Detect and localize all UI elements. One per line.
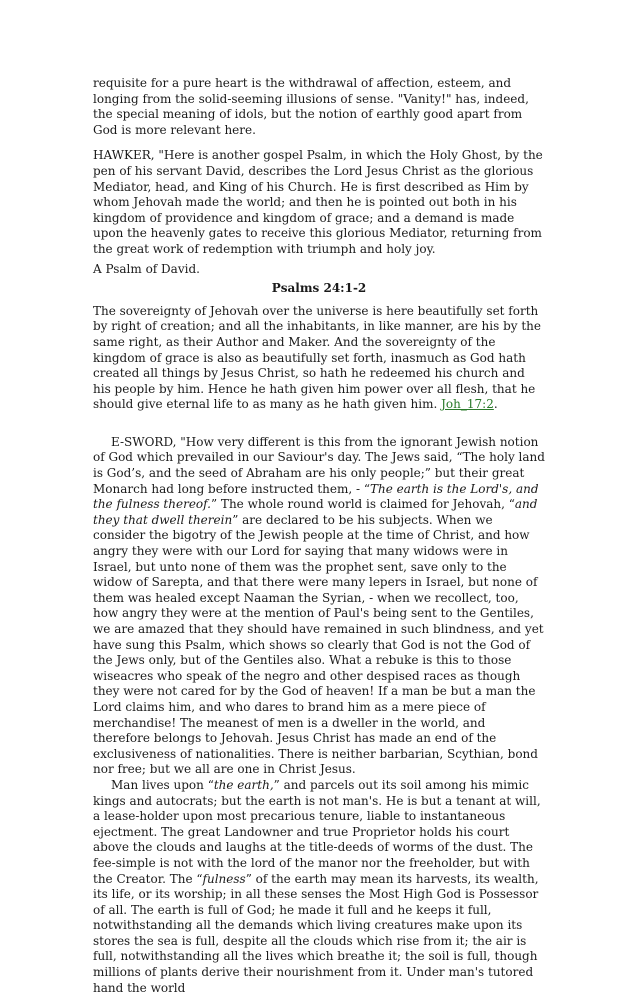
esword-quote-2: and they that dwell therein [93, 497, 538, 527]
man-quote-1: the earth, [213, 777, 274, 792]
paragraph-esword [93, 435, 545, 778]
esword-quote-1: The earth is the Lord's, and the fulness thereof. [93, 481, 539, 512]
document-page [93, 76, 545, 996]
sovereignty-text: The sovereignty of Jehovah over the universe is here beautifully set forth by right of creation; and all the inhabitants, in like manner, are his by the same right, as their Author and Maker. And the sovereignty of the kingdom of grace is also as beautifully set forth, inasmuch as God hath created all things by Jesus Christ, so hath he redeemed his church and his people by him. Hence he hath given him power over all flesh, that he should give eternal life to as many as he hath given him. [93, 303, 541, 412]
man-text-b: ” and parcels out its soil among his mimic kings and autocrats; but the earth is not man's. He is but a tenant at will, a lease-holder upon most precarious tenure, liable to instantaneous ejectment. The great Landowner and true Proprietor holds his court above the clouds and laughs at the title-deeds of worms of the dust. The fee-simple is not with the lord of the manor nor the freeholder, but with the Creator. The “ [93, 777, 541, 886]
esword-text-c: ” are declared to be his subjects. When we consider the bigotry of the Jewish people at the time of Christ, and how angry they were with our Lord for saying that many widows were in Israel, but unto none of them was the prophet sent, save only to the widow of Sarepta, and that there were many lepers in Israel, but none of them was healed except Naaman the Syrian, - when we recollect, too, how angry they were at the mention of Paul's being sent to the Gentiles, we are amazed that they should have remained in such blindness, and yet have sung this Psalm, which shows so clearly that God is not the God of the Jews only, but of the Gentiles also. What a rebuke is this to those wiseacres who speak of the negro and other despised races as though they were not cared for by the God of heaven! If a man be but a man the Lord claims him, and who dares to brand him as a mere piece of merchandise! The meanest of men is a dweller in the world, and therefore belongs to Jehovah. Jesus Christ has made an end of the exclusiveness of nationalities. There is neither barbarian, Scythian, bond nor free; but we all are one in Christ Jesus. [93, 512, 544, 777]
man-text-c: ” of the earth may mean its harvests, its wealth, its life, or its worship; in all these senses the Most High God is Possessor of all. The earth is full of God; he made it full and he keeps it full, notwithstanding all the demands which living creatures make upon its stores the sea is full, despite all the clouds which rise from it; the air is full, notwithstanding all the lives which breathe it; the soil is full, though millions of plants derive their nourishment from it. Under man's tutored hand the world [93, 871, 539, 995]
paragraph-intro: requisite for a pure heart is the withdrawal of affection, esteem, and longing from the solid-seeming illusions of sense. "Vanity!" has, indeed, the special meaning of idols, but the notion of earthly good apart from God is more relevant here. [93, 76, 529, 137]
esword-text-a: E-SWORD, "How very different is this from the ignorant Jewish notion of God which prevailed in our Saviour's day. The Jews said, “The holy land is God’s, and the seed of Abraham are his only people;” but their great Monarch had long before instructed them, - “ [93, 434, 545, 496]
man-text-a: Man lives upon “ [111, 777, 214, 792]
sovereignty-end: . [493, 397, 498, 412]
paragraph-man-lives [93, 778, 545, 996]
scripture-link[interactable]: Joh_17:2 [441, 397, 494, 412]
man-quote-2: fulness [202, 871, 246, 886]
section-heading: Psalms 24:1-2 [271, 281, 367, 296]
paragraph-psalm-of-david: A Psalm of David. [93, 261, 200, 276]
esword-text-b: ” The whole round world is claimed for Jehovah, “ [210, 497, 515, 512]
paragraph-hawker: HAWKER, "Here is another gospel Psalm, in which the Holy Ghost, by the pen of his servant David, describes the Lord Jesus Christ as the glorious Mediator, head, and King of his Church. He is first described as Him by whom Jehovah made the world; and then he is pointed out both in his kingdom of providence and kingdom of grace; and a demand is made upon the heavenly gates to receive this glorious Mediator, returning from the great work of redemption with triumph and holy joy. [93, 148, 543, 256]
paragraph-sovereignty [93, 304, 545, 413]
